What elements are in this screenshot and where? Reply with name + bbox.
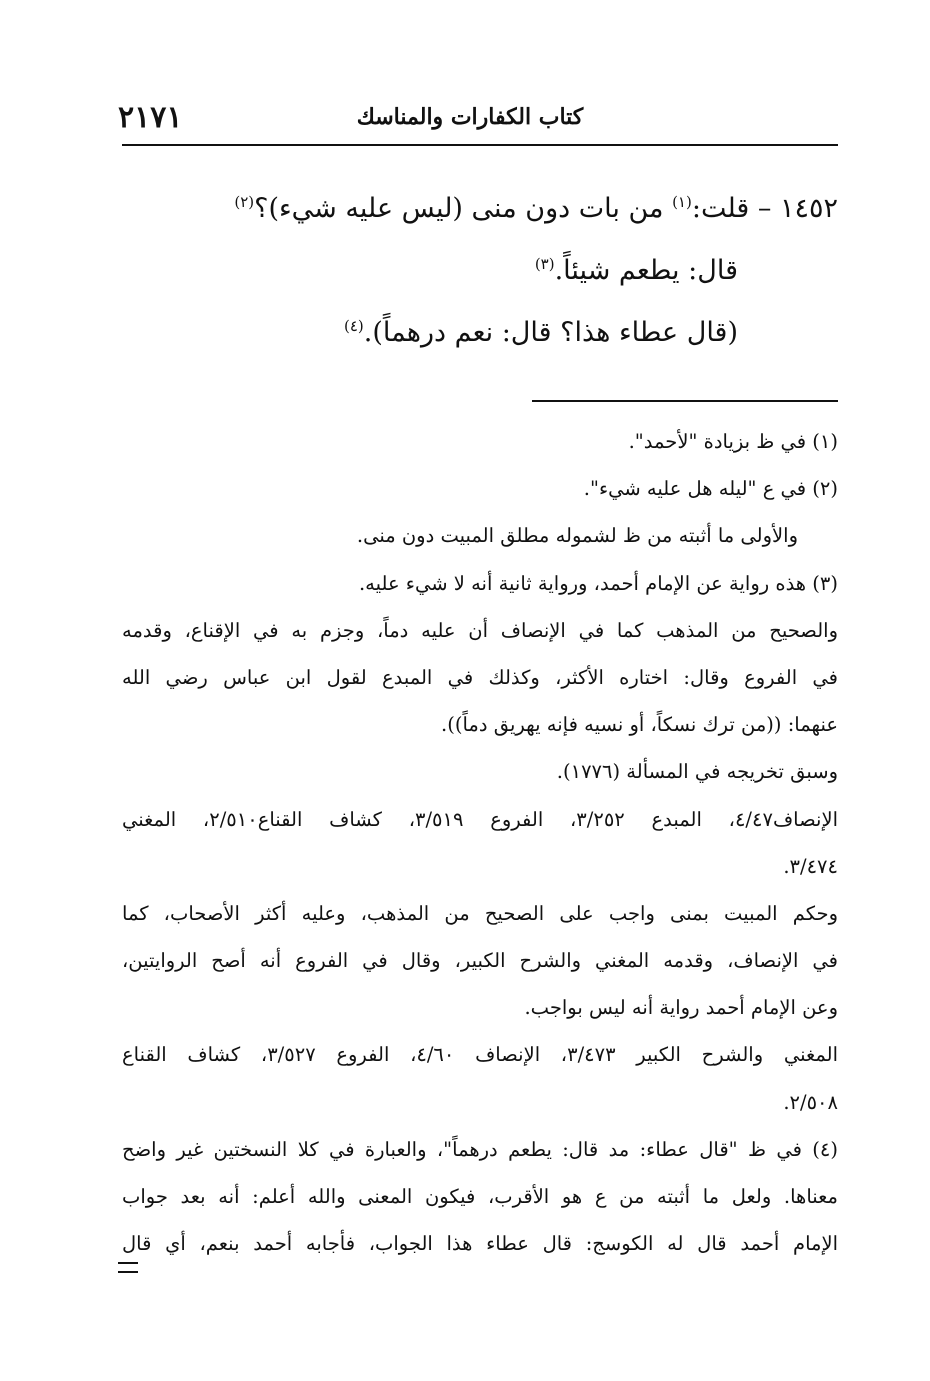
page-number: ٢١٧١ [118, 100, 183, 135]
footnote-ref-4: (٤) [343, 317, 364, 335]
issue-number: ١٤٥٢ [779, 193, 838, 224]
footnote-line: والأولى ما أثبته من ظ لشموله مطلق المبيت دون منى. [356, 524, 798, 548]
question-line [158, 178, 838, 240]
footnote-line: وعن الإمام أحمد رواية أنه ليس بواجب. [524, 996, 838, 1020]
footnote-line: (٣) هذه رواية عن الإمام أحمد، ورواية ثانية أنه لا شيء عليه. [358, 571, 838, 595]
footnote-line: ٢/٥٠٨. [783, 1090, 838, 1114]
followup-text: (قال عطاء هذا؟ قال: نعم درهماً). [363, 317, 738, 348]
followup-line [158, 302, 838, 364]
footnote-line: الإنصاف٤/٤٧، المبدع ٣/٢٥٢، الفروع ٣/٥١٩، كشاف القناع٢/٥١٠، المغني [122, 807, 838, 831]
footnote-line: وحكم المبيت بمنى واجب على الصحيح من المذهب، وعليه أكثر الأصحاب، كما [122, 901, 838, 925]
footnote-ref-2: (٢) [234, 193, 255, 211]
footnote-line: والصحيح من المذهب كما في الإنصاف أن عليه دماً، وجزم به في الإقناع، وقدمه [122, 618, 838, 642]
footnotes [122, 418, 838, 1267]
footnote-line: عنهما: ((من ترك نسكاً، أو نسيه فإنه يهريق دماً)). [441, 713, 838, 737]
footnote-line: الإمام أحمد قال له الكوسج: قال عطاء هذا الجواب، فأجابه أحمد بنعم، أي قال [122, 1232, 838, 1256]
footnote-line: ٣/٤٧٤. [783, 854, 838, 878]
header-rule [122, 144, 838, 146]
footnote-ref-1: (١) [672, 193, 692, 211]
answer-text: قال: يطعم شيئاً. [554, 255, 738, 286]
footnote-line: (١) في ظ بزيادة "لأحمد". [628, 430, 838, 453]
footnote-line: المغني والشرح الكبير ٣/٤٧٣، الإنصاف ٤/٦٠، الفروع ٣/٥٢٧، كشاف القناع [122, 1043, 838, 1067]
footnote-line: معناها. ولعل ما أثبته من ع هو الأقرب، فيكون المعنى والله أعلم: أنه بعد جواب [122, 1185, 838, 1208]
footnote-line: في الفروع وقال: اختاره الأكثر، وكذلك في المبدع لقول ابن عباس رضي الله [122, 665, 838, 689]
answer-line [158, 240, 838, 302]
footnote-ref-3: (٣) [534, 255, 555, 273]
footnote-line: (٤) في ظ "قال عطاء: مد قال: يطعم درهماً"، والعبارة في كلا النسختين غير واضح [122, 1137, 838, 1161]
question-intro: – قلت: [691, 193, 772, 224]
footnote-separator [532, 400, 838, 402]
continuation-mark [118, 1262, 138, 1273]
main-text [158, 178, 838, 364]
book-title: كتاب الكفارات والمناسك [356, 104, 584, 130]
footnote-line: وسبق تخريجه في المسألة (١٧٧٦). [556, 760, 838, 784]
question-text: من بات دون منى (ليس عليه شيء)؟ [254, 193, 673, 224]
footnote-line: (٢) في ع "ليله هل عليه شيء". [583, 477, 838, 501]
footnote-line: في الإنصاف، وقدمه المغني والشرح الكبير، وقال في الفروع أنه أصح الروايتين، [122, 949, 838, 973]
